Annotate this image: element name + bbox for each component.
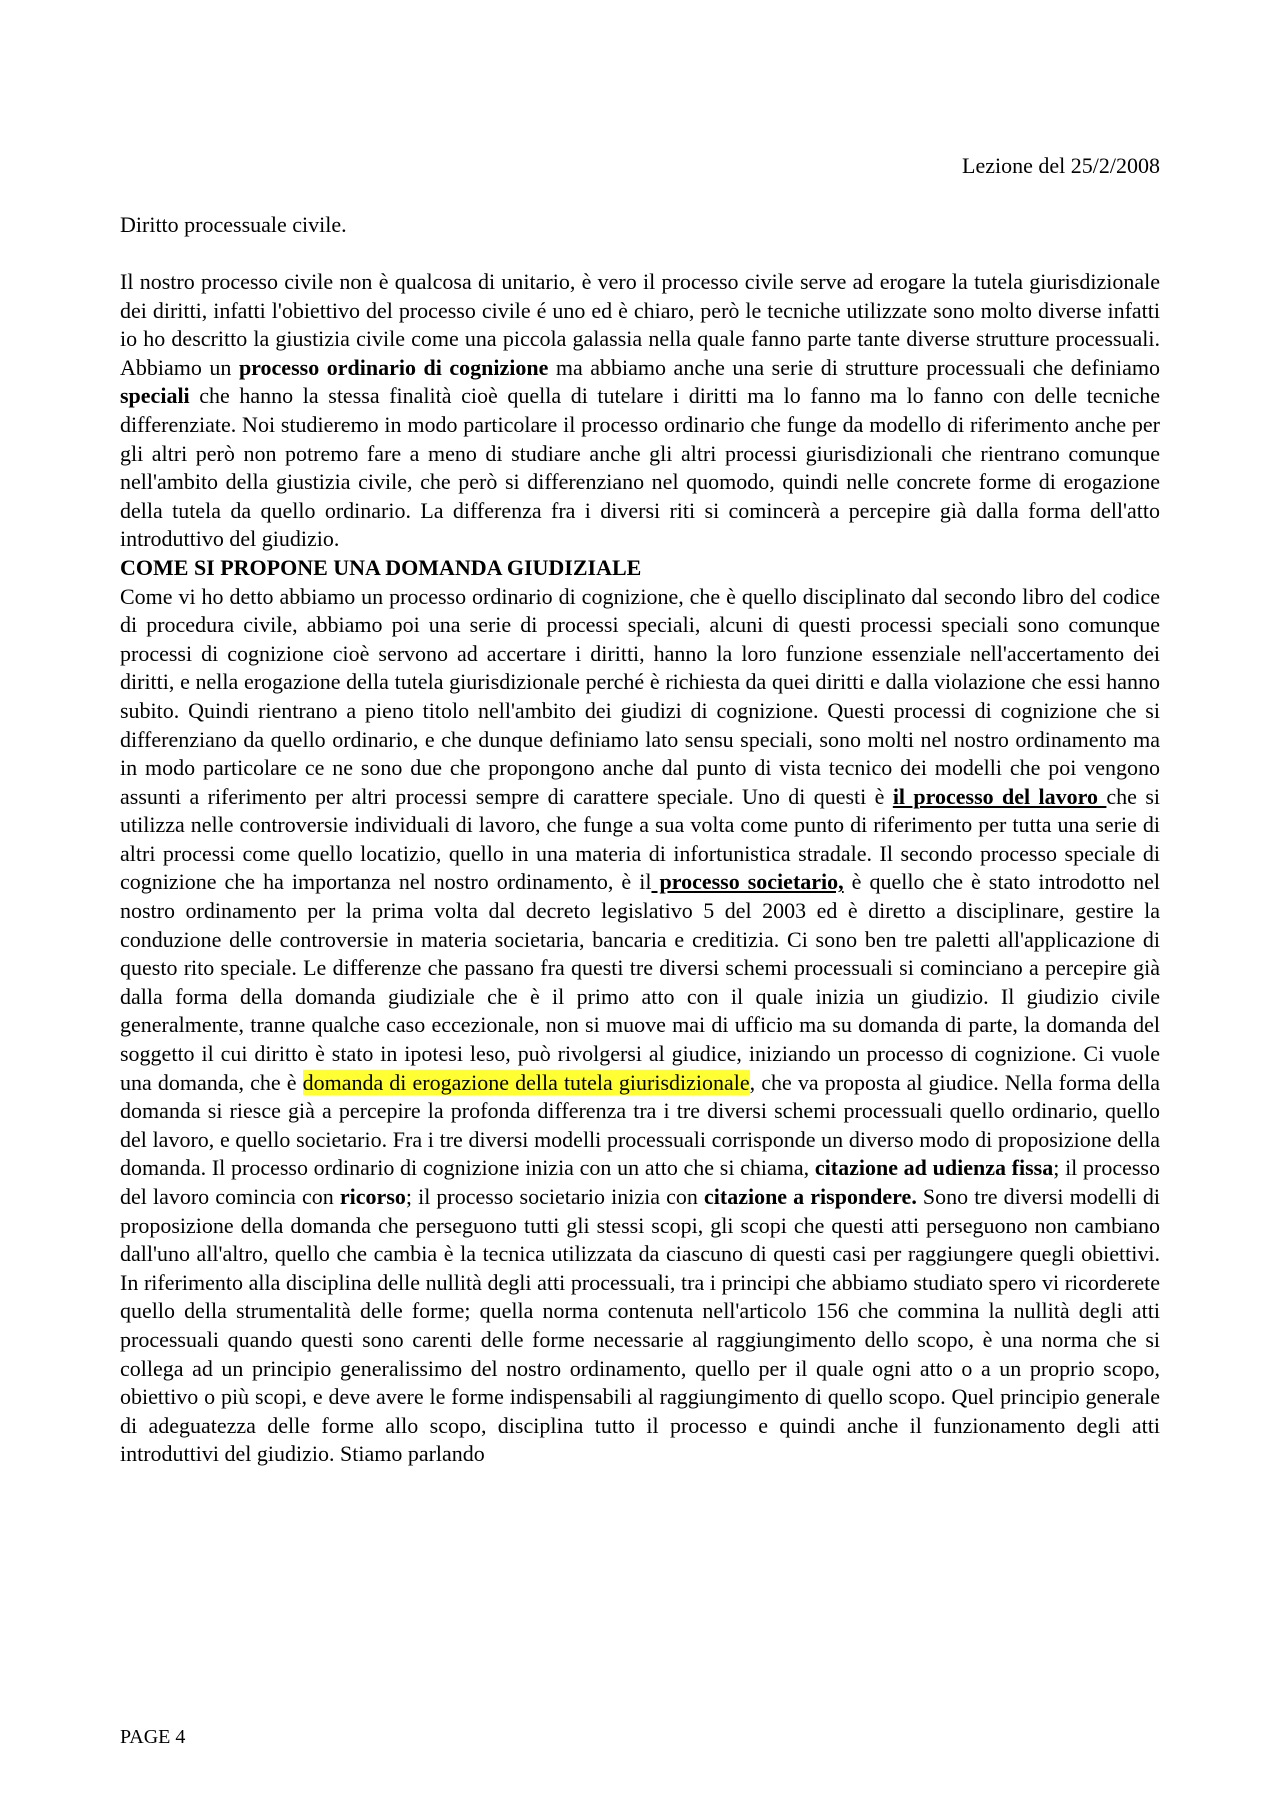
paragraph-main xyxy=(120,583,1160,1469)
section-heading: COME SI PROPONE UNA DOMANDA GIUDIZIALE xyxy=(120,554,642,580)
highlighted-text: domanda di erogazione della tutela giurisdizionale xyxy=(302,1069,750,1095)
bold-term: citazione ad udienza fissa xyxy=(814,1155,1054,1181)
document-body xyxy=(120,268,1160,1469)
text-run: , che va proposta al giudice. Nella forma della domanda si riesce già a percepire la profonda differenza tra i tre diversi schemi processuali quello ordinario, quello del lavoro, e quello societario. Fra i tre diversi modelli processuali corrisponde un diverso modo di proposizione della domanda. Il processo ordinario di cognizione inizia con un atto che si chiama, xyxy=(120,1069,1160,1181)
text-run: ; il processo societario inizia con xyxy=(405,1184,704,1209)
document-subject: Diritto processuale civile. xyxy=(120,212,347,237)
text-run: ma abbiamo anche una serie di strutture processuali che definiamo xyxy=(548,354,1160,380)
text-run: è quello che è stato introdotto nel nostro ordinamento per la prima volta dal decreto legislativo 5 del 2003 ed è diretto a disciplinare, gestire la conduzione delle controversie in materia societaria, bancaria e creditizia. Ci sono ben tre paletti all'applicazione di questo rito speciale. Le differenze che passano fra questi tre diversi schemi processuali si cominciano a percepire già dalla forma della domanda giudiziale che è il primo atto con il quale inizia un giudizio. Il giudizio civile generalmente, tranne qualche caso eccezionale, non si muove mai di ufficio ma su domanda di parte, la domanda del soggetto il cui diritto è stato in ipotesi leso, può rivolgersi al giudice, iniziando un processo di cognizione. Ci vuole una domanda, che è xyxy=(120,869,1161,1095)
bold-term: citazione a rispondere. xyxy=(703,1184,917,1209)
underlined-term: processo societario, xyxy=(651,869,844,895)
page-number: PAGE 4 xyxy=(120,1726,186,1748)
bold-term: ricorso xyxy=(339,1184,406,1209)
text-run: Il nostro processo civile non è qualcosa di unitario, è vero il processo civile serve ad erogare la tutela giurisdizionale dei diritti, infatti l'obiettivo del processo civile é uno ed è chiaro, però le tecniche utilizzate sono molto diverse infatti io ho descritto la giustizia civile come una piccola galassia nella quale fanno parte tante diverse strutture processuali. Abbiamo un xyxy=(120,269,1160,380)
text-run: Sono tre diversi modelli di proposizione della domanda che perseguono tutti gli stessi scopi, gli scopi che questi atti perseguono non cambiano dall'uno all'altro, quello che cambia è la tecnica utilizzata da ciascuno di questi casi per raggiungere quegli obiettivi. In riferimento alla disciplina delle nullità degli atti processuali, tra i principi che abbiamo studiato spero vi ricorderete quello della strumentalità delle forme; quella norma contenuta nell'articolo 156 che commina la nullità degli atti processuali quando questi sono carenti delle forme necessarie al raggiungimento dello scopo, è una norma che si collega ad un principio generalissimo del nostro ordinamento, quello per il quale ogni atto o a un proprio scopo, obiettivo o più scopi, e deve avere le forme indispensabili al raggiungimento di quello scopo. Quel principio generale di adeguatezza delle forme allo scopo, disciplina tutto il processo e quindi anche il funzionamento degli atti introduttivi del giudizio. Stiamo parlando xyxy=(120,1184,1160,1467)
bold-term: speciali xyxy=(120,383,190,409)
lesson-date: Lezione del 25/2/2008 xyxy=(962,153,1160,178)
bold-term: processo ordinario di cognizione xyxy=(238,354,549,380)
underlined-term: il processo del lavoro xyxy=(892,783,1107,809)
text-run: che hanno la stessa finalità cioè quella di tutelare i diritti ma lo fanno ma lo fanno con delle tecniche differenziate. Noi studieremo in modo particolare il processo ordinario che funge da modello di riferimento anche per gli altri però non potremo fare a meno di studiare anche gli altri processi giurisdizionali che rientrano comunque nell'ambito della giustizia civile, che però si differenziano nel quomodo, quindi nelle concrete forme di erogazione della tutela da quello ordinario. La differenza fra i diversi riti si comincerà a percepire già dalla forma dell'atto introduttivo del giudizio. xyxy=(120,383,1160,552)
text-run: ; il processo del lavoro comincia con xyxy=(120,1155,1160,1209)
paragraph-intro xyxy=(120,268,1160,554)
text-run: Come vi ho detto abbiamo un processo ordinario di cognizione, che è quello disciplinato dal secondo libro del codice di procedura civile, abbiamo poi una serie di processi speciali, alcuni di questi processi speciali sono comunque processi di cognizione cioè servono ad accertare i diritti, hanno la loro funzione essenziale nell'accertamento dei diritti, e nella erogazione della tutela giurisdizionale perché è richiesta da quei diritti e dalla violazione che essi hanno subito. Quindi rientrano a pieno titolo nell'ambito dei giudizi di cognizione. Questi processi di cognizione che si differenziano da quello ordinario, e che dunque definiamo lato sensu speciali, sono molti nel nostro ordinamento ma in modo particolare ce ne sono due che propongono anche dal punto di vista tecnico dei modelli che poi vengono assunti a riferimento per altri processi sempre di carattere speciale. Uno di questi è xyxy=(120,583,1160,809)
text-run: che si utilizza nelle controversie individuali di lavoro, che funge a sua volta come punto di riferimento per tutta una serie di altri processi come quello locatizio, quello in una materia di infortunistica stradale. Il secondo processo speciale di cognizione che ha importanza nel nostro ordinamento, è il xyxy=(120,783,1161,895)
